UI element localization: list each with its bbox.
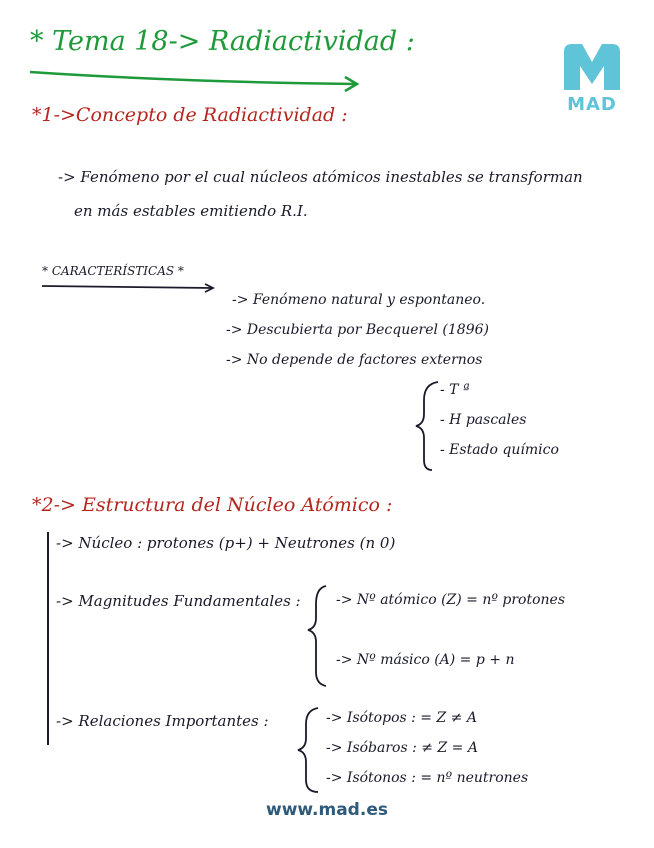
magnitudes-label: -> Magnitudes Fundamentales : xyxy=(56,592,301,610)
relacion-item: -> Isótopos : = Z ≠ A xyxy=(326,710,477,726)
relacion-item: -> Isótonos : = nº neutrones xyxy=(326,770,529,786)
relaciones-label: -> Relaciones Importantes : xyxy=(56,712,269,730)
caracteristicas-heading: * CARACTERÍSTICAS * xyxy=(42,264,184,278)
caracteristicas-underline-arrow xyxy=(42,286,212,288)
caracteristica-item: -> Descubierta por Becquerel (1896) xyxy=(226,322,489,338)
logo-m-icon xyxy=(564,44,620,90)
magnitud-item: -> Nº másico (A) = p + n xyxy=(336,652,515,668)
nucleo-line: -> Núcleo : protones (p+) + Neutrones (n 0) xyxy=(56,534,396,552)
mad-logo xyxy=(560,42,624,118)
magnitudes-brace xyxy=(308,586,326,686)
definition-line-1: -> Fenómeno por el cual núcleos atómicos inestables se transforman xyxy=(58,168,583,186)
relacion-item: -> Isóbaros : ≠ Z = A xyxy=(326,740,478,756)
section1-heading: *1->Concepto de Radiactividad : xyxy=(32,104,348,126)
relaciones-brace xyxy=(298,708,318,792)
caracteristica-item: -> Fenómeno natural y espontaneo. xyxy=(232,292,486,308)
magnitud-item: -> Nº atómico (Z) = nº protones xyxy=(336,592,566,608)
page-title: * Tema 18-> Radiactividad : xyxy=(30,26,415,57)
title-underline-arrow xyxy=(30,72,355,84)
factors-brace xyxy=(416,382,438,470)
section2-heading: *2-> Estructura del Núcleo Atómico : xyxy=(32,494,393,516)
definition-line-2: en más estables emitiendo R.I. xyxy=(74,202,308,220)
factor-item: - H pascales xyxy=(440,412,527,428)
caracteristica-item: -> No depende de factores externos xyxy=(226,352,483,368)
factor-item: - Estado químico xyxy=(440,442,559,458)
footer-url[interactable]: www.mad.es xyxy=(266,800,388,820)
factor-item: - T ª xyxy=(440,382,470,398)
logo-text: MAD xyxy=(567,94,617,115)
